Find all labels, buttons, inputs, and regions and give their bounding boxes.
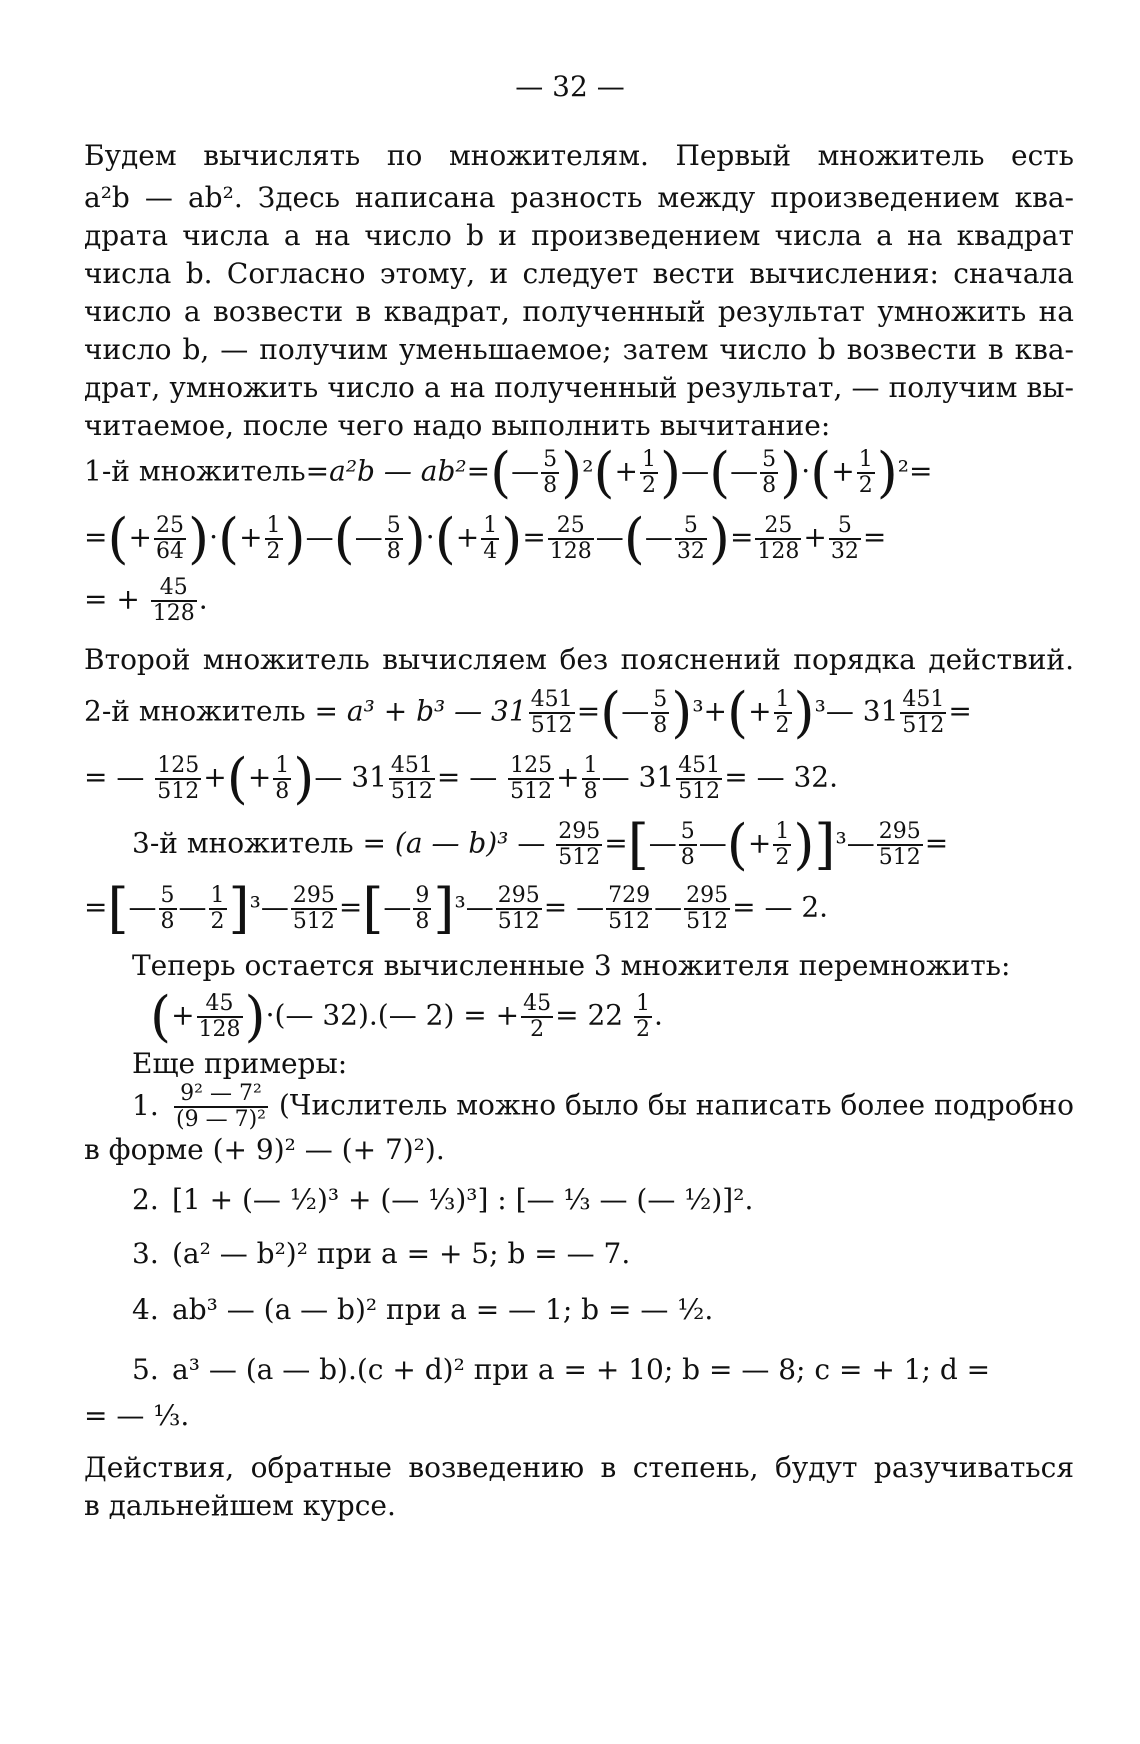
para1-line5: число a возвести в квадрат, полученный результат умножить на	[84, 295, 1074, 328]
example-1-cont: в форме (+ 9)² — (+ 7)²).	[84, 1133, 445, 1166]
example-3: 3. (a² — b²)² при a = + 5; b = — 7.	[132, 1237, 631, 1270]
m2-line2: = — $\frac{125}{512}$ +(+ $\frac{1}{8}$ )— 31 $\frac{451}{512}$ = — $\frac{125}{512}$ + $\frac{1}{8}$ — 31 $\frac{451}{512}$ = — 32.	[84, 747, 838, 810]
para3: Теперь остается вычисленные 3 множителя перемножить:	[132, 949, 1011, 982]
m1-line3: = + $\frac{45}{128}$ .	[84, 575, 208, 626]
m3-line1: 3-й множитель = (a — b)³ — $\frac{295}{512}$ =[— $\frac{5}{8}$ —(+ $\frac{1}{2}$ )]³— $\frac{295}{512}$ =	[132, 813, 949, 876]
para1-line6: число b, — получим уменьшаемое; затем число b возвести в ква-	[84, 333, 1074, 366]
para2: Второй множитель вычисляем без пояснений порядка действий.	[84, 643, 1074, 676]
example-5: 5. a³ — (a — b).(c + d)² при a = + 10; b = — 8; c = + 1; d =	[132, 1353, 991, 1386]
para1-line3: драта числа a на число b и произведением числа a на квадрат	[84, 219, 1074, 252]
example-5-cont: = — ⅓.	[84, 1399, 190, 1432]
para1-line8: читаемое, после чего надо выполнить вычитание:	[84, 409, 831, 442]
m1-line1: 1-й множитель=a²b — ab²=(— $\frac{5}{8}$ )²(+ $\frac{1}{2}$ )—(— $\frac{5}{8}$ )·(+ $\frac{1}{2}$ )²=	[84, 441, 933, 504]
m1-line2: =(+ $\frac{25}{64}$ )·(+ $\frac{1}{2}$ )—(— $\frac{5}{8}$ )·(+ $\frac{1}{4}$ )= $\frac{25}{128}$ —(— $\frac{5}{32}$ )= $\frac{25}{128}$ + $\frac{5}{32}$ =	[84, 507, 887, 570]
example-1: 1. $\frac{\text{9² — 7²}}{\text{(9 — 7)²}}$ (Числитель можно было бы написать более подробно	[132, 1081, 1074, 1132]
m2-line1: 2-й множитель = a³ + b³ — 31 $\frac{451}{512}$ =(— $\frac{5}{8}$ )³+(+ $\frac{1}{2}$ )³— 31 $\frac{451}{512}$ =	[84, 681, 972, 744]
m3-line2: =[— $\frac{5}{8}$ — $\frac{1}{2}$ ]³— $\frac{295}{512}$ =[— $\frac{9}{8}$ ]³— $\frac{295}{512}$ = — $\frac{729}{512}$ — $\frac{295}{512}$ = — 2.	[84, 877, 829, 940]
example-2: 2. [1 + (— ½)³ + (— ⅓)³] : [— ⅓ — (— ½)]².	[132, 1183, 754, 1216]
para4-line2: в дальнейшем курсе.	[84, 1489, 396, 1522]
examples-title: Еще примеры:	[132, 1047, 348, 1080]
para1-line1: Будем вычислять по множителям. Первый множитель есть	[84, 139, 1074, 172]
para4-line1: Действия, обратные возведению в степень, будут разучиваться	[84, 1451, 1074, 1484]
example-4: 4. ab³ — (a — b)² при a = — 1; b = — ½.	[132, 1293, 714, 1326]
para1-line2: a²b — ab². Здесь написана разность между произведением ква-	[84, 181, 1074, 214]
product-line: (+ $\frac{45}{128}$ )·(— 32).(— 2) = + $\frac{45}{2}$ = 22 $\frac{1}{2}$ .	[150, 985, 663, 1048]
page-number: — 32 —	[515, 70, 625, 103]
para1-line4: числа b. Согласно этому, и следует вести вычисления: сначала	[84, 257, 1074, 290]
para1-line7: драт, умножить число a на полученный результат, — получим вы-	[84, 371, 1074, 404]
